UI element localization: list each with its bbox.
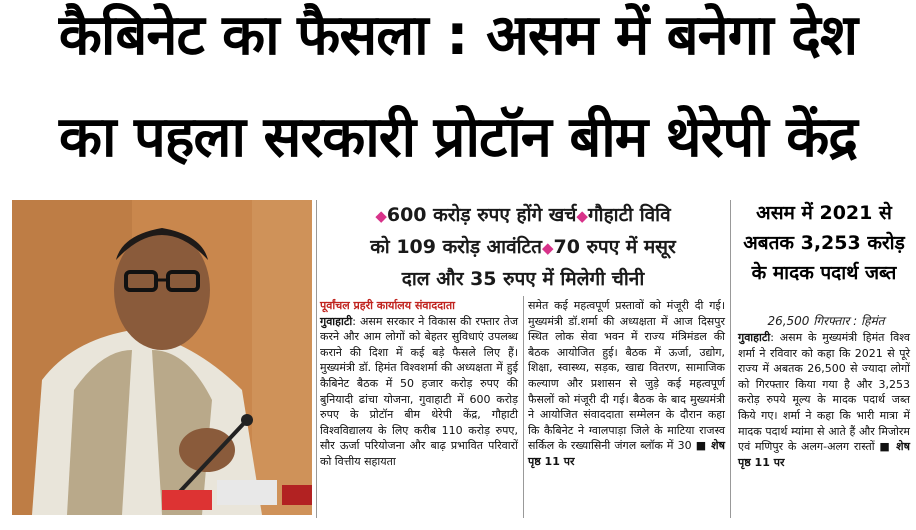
sub-headline-line-3: दाल और 35 रुपए में मिलेगी चीनी bbox=[401, 268, 645, 290]
side-story-title: असम में 2021 से अबतक 3,253 करोड़ के मादक पदार्थ जब्त bbox=[743, 202, 905, 284]
continued-label: ■ शेष पृष्ठ 11 पर bbox=[738, 440, 910, 469]
diamond-icon: ◆ bbox=[375, 207, 387, 225]
story-column-1 bbox=[320, 298, 518, 470]
continued-label: ■ शेष पृष्ठ 11 पर bbox=[528, 439, 725, 468]
diamond-icon: ◆ bbox=[576, 207, 588, 225]
column-divider bbox=[523, 296, 524, 518]
side-story-subtitle: 26,500 गिरफ्तार : हिमंत bbox=[767, 314, 885, 328]
sub-headline bbox=[322, 200, 724, 295]
sub-item: गौहाटी विवि bbox=[587, 204, 671, 226]
story-text: : असम सरकार ने विकास की रफ्तार तेज करने और आम लोगों को बेहतर सुविधाएं उपलब्ध कराने की दिशा में कई बड़े फैसले लिए हैं। मुख्यमंत्री डॉ. हिमंत विश्वशर्मा की अध्यक्षता में हुई कैबिनेट बैठक में 50 हजार करोड़ रुपए की बुनियादी ढांचा योजना, गुवाहाटी में 600 करोड़ रुपए के प्रोटॉन बीम थेरेपी केंद्र, गौहाटी विश्वविद्यालय के लिए करीब 110 करोड़ रुपए, सौर ऊर्जा परियोजना और बाढ़ प्रभावित परिवारों को वित्तीय सहायता bbox=[320, 314, 518, 468]
sub-headline-line-2 bbox=[322, 232, 724, 264]
sub-item: 600 करोड़ रुपए होंगे खर्च bbox=[386, 204, 577, 226]
sub-headline-line-1 bbox=[322, 200, 724, 232]
column-divider bbox=[730, 200, 731, 518]
dateline: गुवाहाटी bbox=[738, 331, 771, 344]
column-divider bbox=[316, 200, 317, 518]
byline: पूर्वांचल प्रहरी कार्यालय संवाददाता bbox=[320, 299, 456, 312]
headline-line-1: कैबिनेट का फैसला : असम में बनेगा देश bbox=[58, 3, 858, 68]
dateline: गुवाहाटी bbox=[320, 314, 353, 328]
diamond-icon: ◆ bbox=[541, 239, 554, 257]
speaker-illustration bbox=[12, 200, 312, 515]
sub-item: को 109 करोड़ आवंटित bbox=[370, 236, 542, 258]
side-story-body bbox=[738, 330, 910, 470]
story-column-2 bbox=[528, 298, 725, 470]
headline-line-2: का पहला सरकारी प्रोटॉन बीम थेरेपी केंद्र bbox=[58, 105, 858, 170]
news-photo bbox=[12, 200, 312, 515]
story-text: समेत कई महत्वपूर्ण प्रस्तावों को मंजूरी दी गई। मुख्यमंत्री डॉ.शर्मा की अध्यक्षता में आज दिसपुर स्थित लोक सेवा भवन में राज्य मंत्रिमंडल की बैठक आयोजित हुई। बैठक में ऊर्जा, उद्योग, शिक्षा, स्वास्थ्य, सड़क, खाद्य वितरण, सामाजिक कल्याण और प्रशासन से जुड़े कई महत्वपूर्ण फैसलों को मंजूरी दी गई। बैठक के बाद मुख्यमंत्री ने आयोजित संवाददाता सम्मेलन के दौरान कहा कि कैबिनेट ने ग्वालपाड़ा जिले के माटिया राजस्व सर्किल के रख्यासिनी जंगल ब्लॉक में 30 bbox=[528, 299, 725, 453]
story-text: : असम के मुख्यमंत्री हिमंत विश्व शर्मा ने रविवार को कहा कि 2021 से पूरे राज्य में अबतक 26,500 से ज्यादा लोगों को गिरफ्तार किया गया है और 3,253 करोड़ रुपये मूल्य के मादक पदार्थ जब्त किये गए। शर्मा ने कहा कि भारी मात्रा में मादक पदार्थ म्यांमा से आते हैं और मिजोरम एवं मणिपुर के अलग-अलग रास्तों bbox=[738, 331, 910, 454]
sub-item: 70 रुपए में मसूर bbox=[553, 236, 676, 258]
